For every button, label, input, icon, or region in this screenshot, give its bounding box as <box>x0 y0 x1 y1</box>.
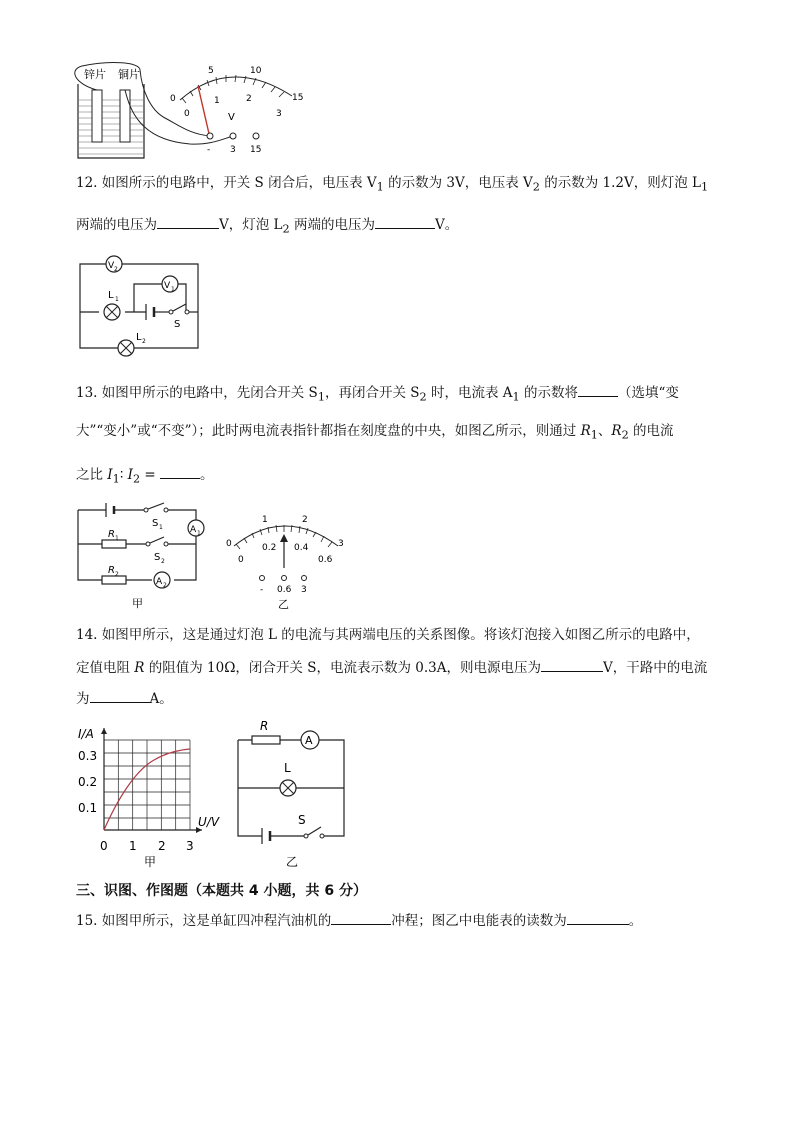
amm-scale-3: 3 <box>338 539 344 549</box>
volt-unit: V <box>228 112 235 123</box>
amm-term-06: 0.6 <box>277 585 292 595</box>
graph-xtick-0: 0 <box>100 839 108 853</box>
q13-caption-yi: 乙 <box>278 598 289 611</box>
amm-needle <box>280 534 288 542</box>
q15-line: 15. 如图甲所示，这是单缸四冲程汽油机的 冲程；图乙中电能表的读数为 。 <box>76 910 642 930</box>
q14-blank-2[interactable] <box>90 688 150 703</box>
volt-scale-10: 10 <box>250 66 262 76</box>
q14-circuit-yi <box>232 716 352 872</box>
zinc-label: 锌片 <box>84 68 106 81</box>
volt-scale-b2: 2 <box>246 94 252 104</box>
q15-blank-1[interactable] <box>331 910 391 925</box>
graph-ytick-03: 0.3 <box>78 749 98 763</box>
q12-blank-2[interactable] <box>375 214 435 229</box>
volt-scale-b1: 1 <box>214 96 220 106</box>
q14-line2: 定值电阻 R 的阻值为 10Ω，闭合开关 S，电流表示数为 0.3A，则电源电压为 V，干路中的电流 <box>76 657 707 677</box>
amm-scale-06: 0.6 <box>318 555 333 565</box>
q13-ammeter-yi <box>220 506 350 612</box>
q13-blank-1[interactable] <box>578 382 618 397</box>
q12-circuit <box>74 254 206 360</box>
volt-term-15: 15 <box>250 145 262 155</box>
q12-l1-sub: 1 <box>115 296 119 303</box>
copper-label: 铜片 <box>118 68 140 81</box>
volt-scale-15: 15 <box>292 93 304 103</box>
q12-v2-sub: 2 <box>114 266 118 273</box>
q13-r1-sub: 1 <box>115 535 119 542</box>
voltmeter-battery-figure <box>70 60 320 162</box>
q13-a1: A <box>190 525 197 535</box>
q15-blank-2[interactable] <box>567 910 629 925</box>
q14-line3: 为 A。 <box>76 688 173 708</box>
q12-line2: 两端的电压为 V，灯泡 $L_2$ 两端的电压为 V。 <box>76 214 458 239</box>
q13-s2: S <box>154 552 161 563</box>
q12-v1-sub: 1 <box>171 286 175 293</box>
q14-caption-yi: 乙 <box>286 855 299 869</box>
q13-r2-sub: 2 <box>115 571 119 578</box>
volt-scale-b0: 0 <box>184 109 190 119</box>
amm-scale-04: 0.4 <box>294 543 309 553</box>
section-3-heading: 三、识图、作图题（本题共 4 小题，共 6 分） <box>76 883 367 899</box>
graph-ytick-01: 0.1 <box>78 801 98 815</box>
volt-term-3: 3 <box>230 145 236 155</box>
q13-s1: S <box>152 518 159 529</box>
q13-r2: R <box>108 565 115 576</box>
q12-v1-label: V <box>164 281 171 291</box>
q13-line3: 之比 $I_1∶$ $I_2$ = 。 <box>76 464 214 489</box>
q13-s1-sub: 1 <box>159 524 163 531</box>
q14-caption-jia: 甲 <box>144 855 157 869</box>
q14-s: S <box>298 813 306 827</box>
q13-a1-sub: 1 <box>197 530 201 537</box>
amm-scale-1: 1 <box>262 515 268 525</box>
amm-scale-b0: 0 <box>238 555 244 565</box>
q14-l: L <box>284 761 291 775</box>
q13-blank-2[interactable] <box>160 464 200 479</box>
q13-circuit-jia <box>74 500 210 612</box>
q13-r1: R <box>108 529 115 540</box>
amm-scale-2: 2 <box>302 515 308 525</box>
q12-line1: 12. 如图所示的电路中，开关 S 闭合后，电压表 $V_1$ 的示数为 3V，电压表 $V_2$ 的示数为 1.2V，则灯泡 $L_1$ <box>76 175 709 194</box>
q13-caption-jia: 甲 <box>132 597 143 610</box>
amm-term-neg: - <box>260 585 264 595</box>
amm-term-3: 3 <box>301 585 307 595</box>
q12-l1-label: L <box>108 290 114 301</box>
q14-a: A <box>305 734 313 747</box>
q13-line2: 大”“变小”或“不变”）；此时两电流表指针都指在刻度盘的中央，如图乙所示，则通过 $R_1$、$R_2$ 的电流 <box>76 423 674 442</box>
q14-line1: 14. 如图甲所示，这是通过灯泡 L 的电流与其两端电压的关系图像。将该灯泡接入如图乙所示的电路中， <box>76 627 700 643</box>
q12-l2-sub: 2 <box>142 338 146 345</box>
q14-blank-1[interactable] <box>541 657 603 672</box>
volt-scale-5: 5 <box>208 66 214 76</box>
graph-xtick-2: 2 <box>158 839 166 853</box>
q13-a2: A <box>156 577 163 587</box>
q12-v2-label: V <box>108 261 115 271</box>
volt-scale-0-top: 0 <box>170 94 176 104</box>
q13-a2-sub: 2 <box>163 582 167 589</box>
q12-blank-1[interactable] <box>157 214 219 229</box>
graph-xlabel: U/V <box>198 815 220 829</box>
volt-needle <box>198 86 210 138</box>
q13-line1: 13. 如图甲所示的电路中，先闭合开关 $S_1$，再闭合开关 $S_2$ 时，电流表 $A_1$ 的示数将 （选填“变 <box>76 382 679 407</box>
q12-l2-label: L <box>136 332 142 343</box>
volt-scale-b3: 3 <box>276 109 282 119</box>
graph-ytick-02: 0.2 <box>78 775 98 789</box>
amm-scale-0: 0 <box>226 539 232 549</box>
graph-xtick-3: 3 <box>186 839 194 853</box>
q14-iu-graph <box>74 718 234 872</box>
amm-scale-02: 0.2 <box>262 543 277 553</box>
volt-term-neg: - <box>207 145 211 155</box>
graph-ylabel: I/A <box>78 727 94 741</box>
q14-r: R <box>260 719 269 733</box>
q12-s-label: S <box>174 319 181 330</box>
graph-xtick-1: 1 <box>129 839 137 853</box>
q13-s2-sub: 2 <box>161 558 165 565</box>
